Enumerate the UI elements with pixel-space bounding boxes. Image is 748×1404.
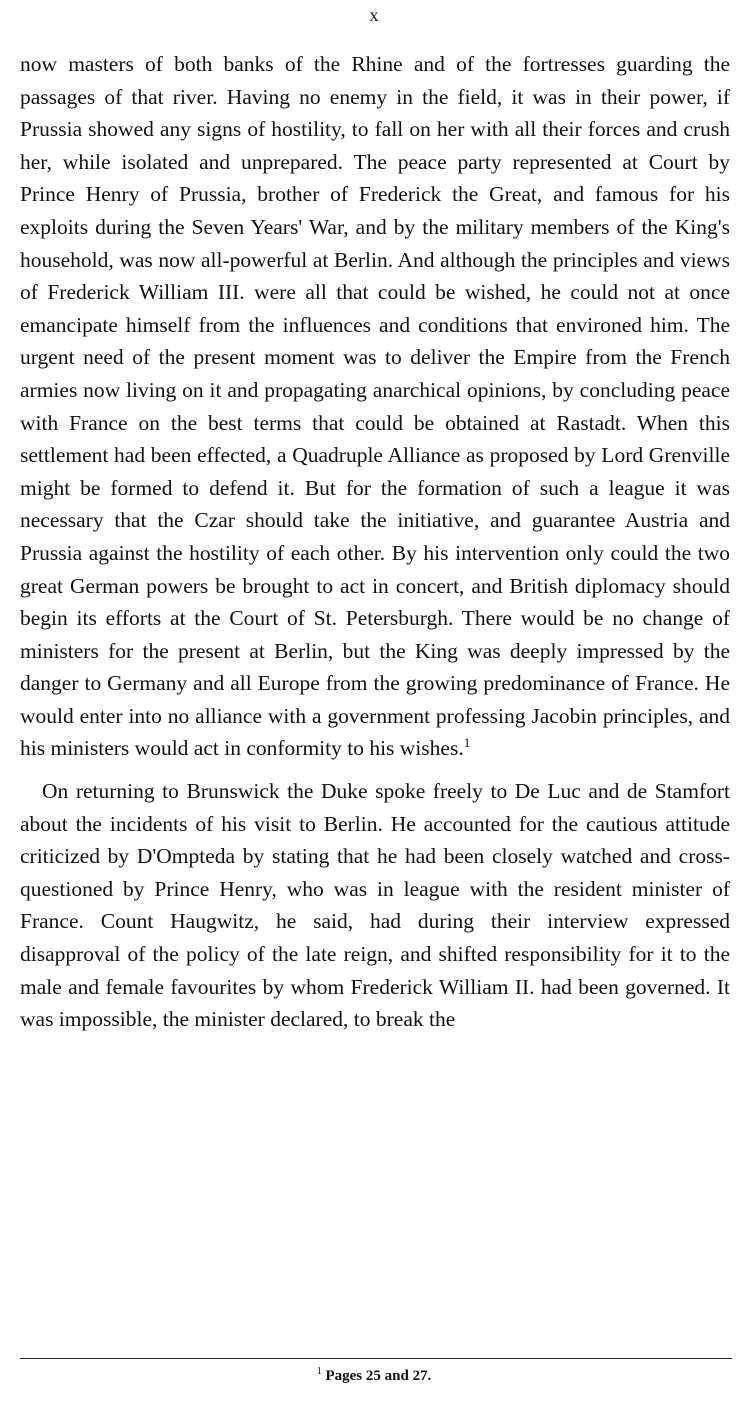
paragraph: [20, 775, 730, 1036]
footnote-text: Pages 25 and 27.: [325, 1368, 432, 1384]
footnote-mark: 1: [316, 1366, 322, 1377]
paragraph-text: now masters of both banks of the Rhine and of the fortresses guarding the passages of that river. Having no enemy in the field, it was in their power, if Prussia showed any signs of hostility, to fall on her with all their forces and crush her, while isolated and unprepared. The peace party represented at Court by Prince Henry of Prussia, brother of Frederick the Great, and famous for his exploits during the Seven Years' War, and by the military members of the King's household, was now all-powerful at Berlin. And although the principles and views of Frederick William III. were all that could be wished, he could not at once emancipate himself from the influences and conditions that environed him. The urgent need of the present moment was to deliver the Empire from the French armies now living on it and propagating anarchical opinions, by concluding peace with France on the best terms that could be obtained at Rastadt. When this settlement had been effected, a Quadruple Alliance as proposed by Lord Grenville might be formed to defend it. But for the formation of such a league it was necessary that the Czar should take the initiative, and guarantee Austria and Prussia against the hostility of each other. By his intervention only could the two great German powers be brought to act in concert, and British diplomacy should begin its efforts at the Court of St. Petersburgh. There would be no change of ministers for the present at Berlin, but the King was deeply impressed by the danger to Germany and all Europe from the growing predominance of France. He would enter into no alliance with a government professing Jacobin principles, and his ministers would act in conformity to his wishes.: [20, 52, 730, 761]
footnote-divider: [20, 1358, 732, 1359]
footnote: [0, 1366, 748, 1386]
body-text: [20, 48, 730, 1036]
page-number: x: [369, 5, 379, 25]
paragraph-text: On returning to Brunswick the Duke spoke freely to De Luc and de Stamfort about the incidents of his visit to Berlin. He accounted for the cautious attitude criticized by D'Ompteda by stating that he had been closely watched and cross-questioned by Prince Henry, who was in league with the resident minister of France. Count Haugwitz, he said, had during their interview expressed disapproval of the policy of the late reign, and shifted responsibility for it to the male and female favourites by whom Frederick William II. had been governed. It was impossible, the minister declared, to break the: [20, 779, 730, 1032]
paragraph: [20, 48, 730, 765]
footnote-reference: 1: [463, 735, 471, 751]
